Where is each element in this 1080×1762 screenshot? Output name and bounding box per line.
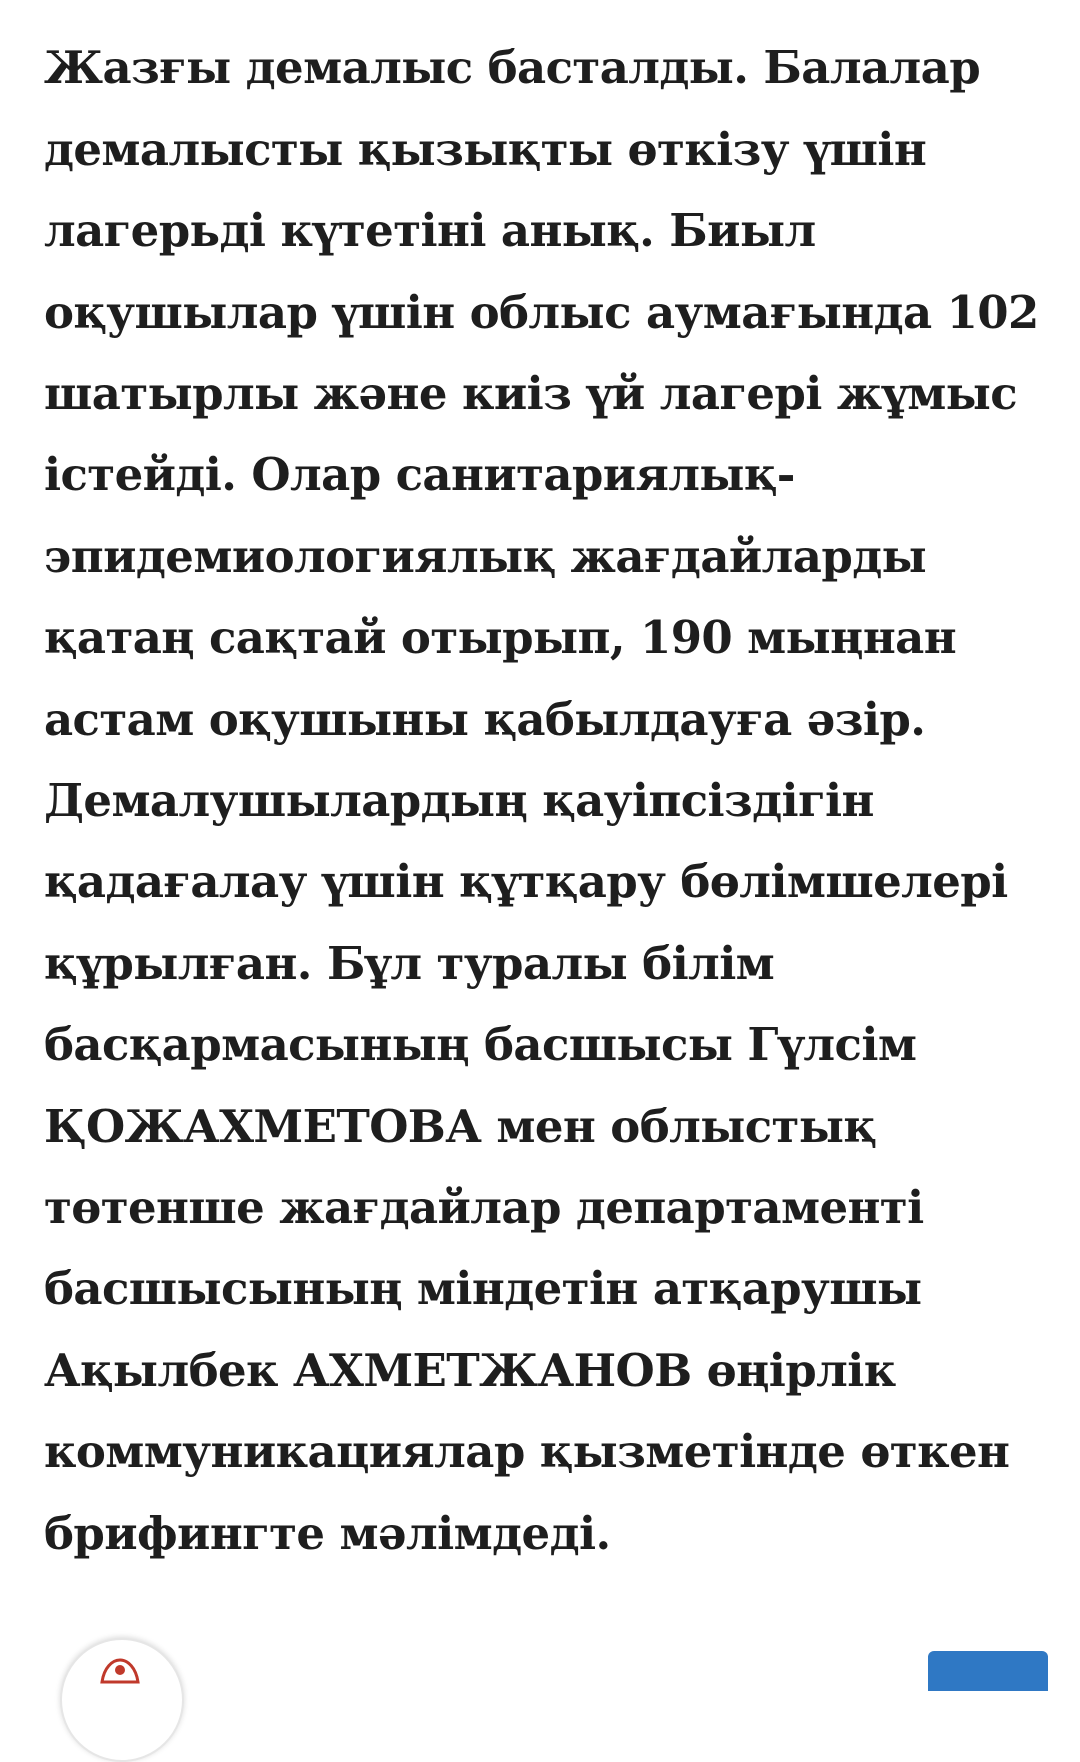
article-line: істейді. Олар санитариялық- — [44, 448, 795, 501]
article-line: брифингте мәлімдеді. — [44, 1507, 611, 1560]
article-line: шатырлы және киіз үй лагері жұмыс — [44, 367, 1018, 420]
floating-logo-button[interactable] — [60, 1638, 184, 1762]
article-line: лагерьді күтетіні анық. Биыл — [44, 204, 816, 257]
round-logo-icon — [98, 1654, 142, 1684]
article-line: демалысты қызықты өткізу үшін — [44, 123, 927, 176]
floating-action-button[interactable] — [928, 1651, 1048, 1691]
article-line: коммуникациялар қызметінде өткен — [44, 1425, 1010, 1478]
article-line: Жазғы демалыс басталды. Балалар — [44, 41, 981, 94]
article-line: Ақылбек АХМЕТЖАНОВ өңірлік — [44, 1344, 896, 1397]
article-line: астам оқушыны қабылдауға әзір. — [44, 693, 926, 746]
article-line: басшысының міндетін атқарушы — [44, 1262, 922, 1315]
article-line: қатаң сақтай отырып, 190 мыңнан — [44, 611, 957, 664]
article-line: төтенше жағдайлар департаменті — [44, 1181, 924, 1234]
article-line: оқушылар үшін облыс аумағында 102 — [44, 286, 1039, 339]
article-line: ҚОЖАХМЕТОВА мен облыстық — [44, 1100, 877, 1153]
article-line: құрылған. Бұл туралы білім — [44, 937, 775, 990]
article-line: Демалушылардың қауіпсіздігін — [44, 774, 874, 827]
article-line: қадағалау үшін құтқару бөлімшелері — [44, 855, 1008, 908]
article-line: эпидемиологиялық жағдайларды — [44, 530, 927, 583]
article-line: басқармасының басшысы Гүлсім — [44, 1018, 917, 1071]
